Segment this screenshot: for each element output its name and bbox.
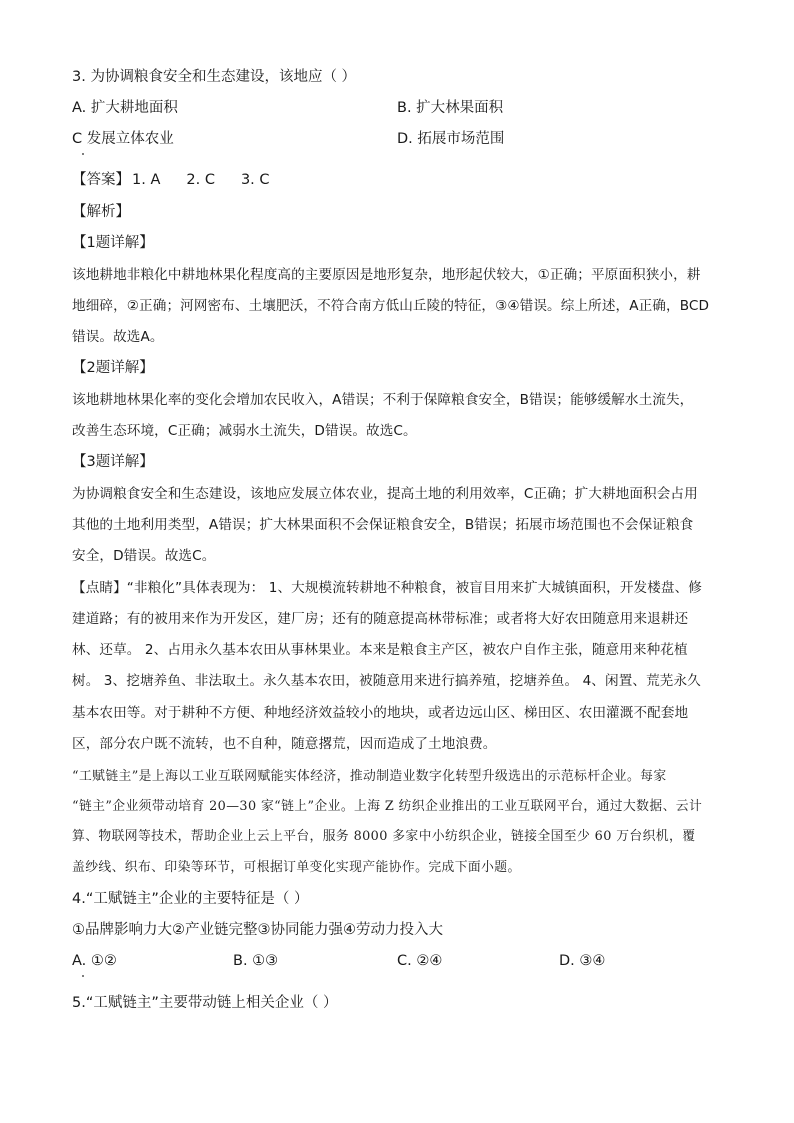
q4-stem: 4.“工赋链主”企业的主要特征是（ ） — [72, 891, 309, 907]
q3-stem: 3. 为协调粮食安全和生态建设，该地应（ ） — [72, 69, 357, 85]
answer-line — [72, 170, 722, 190]
detail-2-tag: 【2题详解】 — [72, 360, 154, 376]
q5-stem: 5.“工赋链主”主要带动链上相关企业（ ） — [72, 995, 338, 1011]
q3-option-a: A. 扩大耕地面积 — [72, 100, 178, 116]
tips-line: 树。 3、挖塘养鱼、非法取土。永久基本农田，被随意用来进行搞养殖，挖塘养鱼。 4、闲置、荒芜永久 — [72, 673, 701, 689]
tips-line: 区，部分农户既不流转，也不自种，随意撂荒，因而造成了土地浪费。 — [72, 736, 497, 752]
scan-dot — [82, 153, 84, 155]
q4-option-c: C. ②④ — [397, 953, 443, 969]
detail-2-line: 改善生态环境，C正确；减弱水土流失，D错误。故选C。 — [72, 423, 417, 439]
q4-option-a: A. ①② — [72, 953, 117, 969]
answer-1: 1. A — [132, 172, 161, 188]
q4-option-b: B. ①③ — [233, 953, 279, 969]
detail-3-line: 为协调粮食安全和生态建设，该地应发展立体农业，提高土地的利用效率，C正确；扩大耕地面积会占用 — [72, 486, 698, 502]
material-line: “链主”企业须带动培育 20—30 家“链上”企业。上海 Z 纺织企业推出的工业互联网平台，通过大数据、云计 — [72, 799, 703, 814]
detail-2-line: 该地耕地林果化率的变化会增加农民收入，A错误；不利于保障粮食安全，B错误；能够缓解水土流失， — [72, 392, 694, 408]
q4-option-d: D. ③④ — [559, 953, 606, 969]
material-line: “工赋链主”是上海以工业互联网赋能实体经济，推动制造业数字化转型升级选出的示范标杆企业。每家 — [72, 769, 667, 784]
tips-line: 林、还草。 2、占用永久基本农田从事林果业。本来是粮食主产区，被农户自作主张，随意用来种花植 — [72, 642, 688, 658]
q3-option-d: D. 拓展市场范围 — [397, 131, 505, 147]
q3-option-b: B. 扩大林果面积 — [397, 100, 504, 116]
answer-3: 3. C — [240, 172, 270, 188]
material-line: 盖纱线、织布、印染等环节，可根据订单变化实现产能协作。完成下面小题。 — [72, 860, 521, 875]
detail-1-line: 地细碎，②正确；河网密布、土壤肥沃，不符合南方低山丘陵的特征，③④错误。综上所述，A正确，BCD — [72, 298, 710, 314]
scan-dot — [82, 975, 84, 977]
tips-line: 基本农田等。对于耕种不方便、种地经济效益较小的地块，或者边远山区、梯田区、农田灌溉不配套地 — [72, 705, 689, 721]
material-line: 算、物联网等技术，帮助企业上云上平台，服务 8000 多家中小纺织企业，链接全国至少 60 万台织机，覆 — [72, 829, 696, 844]
tips-first-line: 【点睛】“非粮化”具体表现为： 1、大规模流转耕地不种粮食，被盲目用来扩大城镇面积，开发楼盘、修 — [72, 580, 702, 596]
answer-2: 2. C — [186, 172, 215, 188]
detail-3-tag: 【3题详解】 — [72, 454, 154, 470]
detail-1-tag: 【1题详解】 — [72, 235, 154, 251]
q3-option-c: C 发展立体农业 — [72, 131, 174, 147]
q4-items: ①品牌影响力大②产业链完整③协同能力强④劳动力投入大 — [72, 922, 443, 938]
detail-1-line: 错误。故选A。 — [72, 329, 164, 345]
detail-3-line: 其他的土地利用类型，A错误；扩大林果面积不会保证粮食安全，B错误；拓展市场范围也不会保证粮食 — [72, 517, 694, 533]
tips-line: 建道路；有的被用来作为开发区，建厂房；还有的随意提高林带标准；或者将大好农田随意用来退耕还 — [72, 611, 689, 627]
answer-tag: 【答案】 — [72, 172, 130, 188]
detail-1-line: 该地耕地非粮化中耕地林果化程度高的主要原因是地形复杂，地形起伏较大，①正确；平原面积狭小，耕 — [72, 267, 701, 283]
detail-3-line: 安全，D错误。故选C。 — [72, 548, 216, 564]
analysis-tag: 【解析】 — [72, 204, 130, 220]
